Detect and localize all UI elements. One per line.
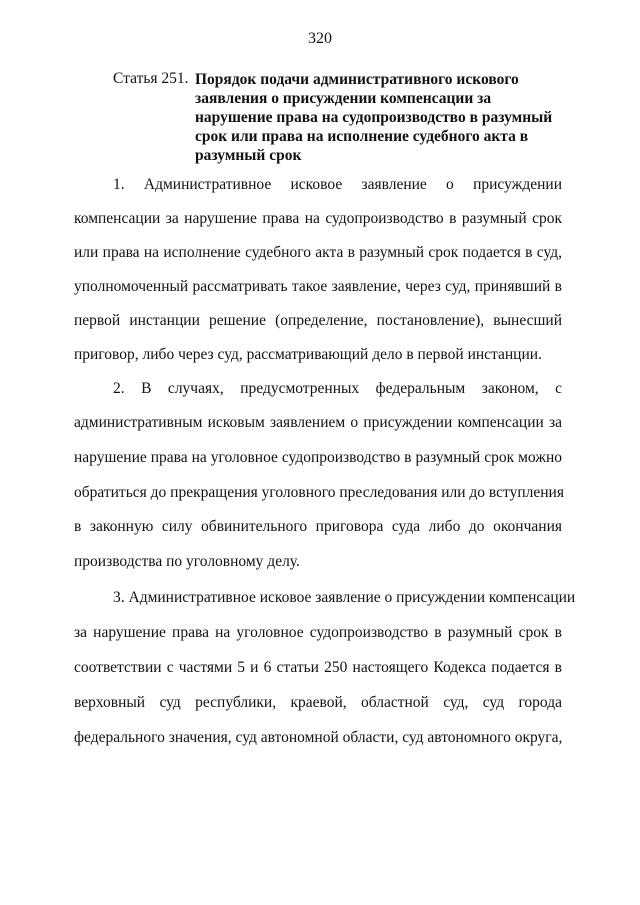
article-number: Статья 251. bbox=[113, 70, 189, 87]
paragraph-line: приговор, либо через суд, рассматривающий дело в первой инстанции. bbox=[74, 346, 542, 363]
article-title-line: разумный срок bbox=[195, 147, 302, 164]
paragraph-line: федерального значения, суд автономной области, суд автономного округа, bbox=[74, 729, 563, 746]
paragraph-line: соответствии с частями 5 и 6 статьи 250 настоящего Кодекса подается в bbox=[74, 659, 562, 676]
paragraph-line: уполномоченный рассматривать такое заявление, через суд, принявший в bbox=[74, 278, 562, 295]
paragraph-line: за нарушение права на уголовное судопроизводство в разумный срок в bbox=[74, 624, 562, 641]
paragraph-line: административным исковым заявлением о присуждении компенсации за bbox=[74, 414, 562, 431]
paragraph-line: или права на исполнение судебного акта в разумный срок подается в суд, bbox=[74, 244, 562, 261]
paragraph-line: нарушение права на уголовное судопроизводство в разумный срок можно bbox=[74, 449, 562, 466]
paragraph-line: 1. Административное исковое заявление о присуждении bbox=[113, 176, 562, 193]
paragraph-line: компенсации за нарушение права на судопроизводство в разумный срок bbox=[74, 210, 562, 227]
article-title-line: нарушение права на судопроизводство в разумный bbox=[195, 109, 553, 126]
paragraph-line: в законную силу обвинительного приговора суда либо до окончания bbox=[74, 518, 562, 535]
article-title-line: заявления о присуждении компенсации за bbox=[195, 90, 492, 107]
paragraph-line: 3. Административное исковое заявление о присуждении компенсации bbox=[113, 589, 576, 606]
paragraph-line: верховный суд республики, краевой, областной суд, суд города bbox=[74, 694, 562, 711]
paragraph-line: производства по уголовному делу. bbox=[74, 553, 300, 570]
paragraph-line: первой инстанции решение (определение, постановление), вынесший bbox=[74, 312, 562, 329]
page-number: 320 bbox=[308, 30, 332, 47]
article-title-line: Порядок подачи административного искового bbox=[195, 71, 519, 88]
article-title bbox=[195, 70, 575, 165]
article-title-line: срок или права на исполнение судебного акта в bbox=[195, 128, 529, 145]
paragraph-line: обратиться до прекращения уголовного преследования или до вступления bbox=[74, 484, 564, 501]
paragraph-line: 2. В случаях, предусмотренных федеральным законом, с bbox=[113, 380, 562, 397]
